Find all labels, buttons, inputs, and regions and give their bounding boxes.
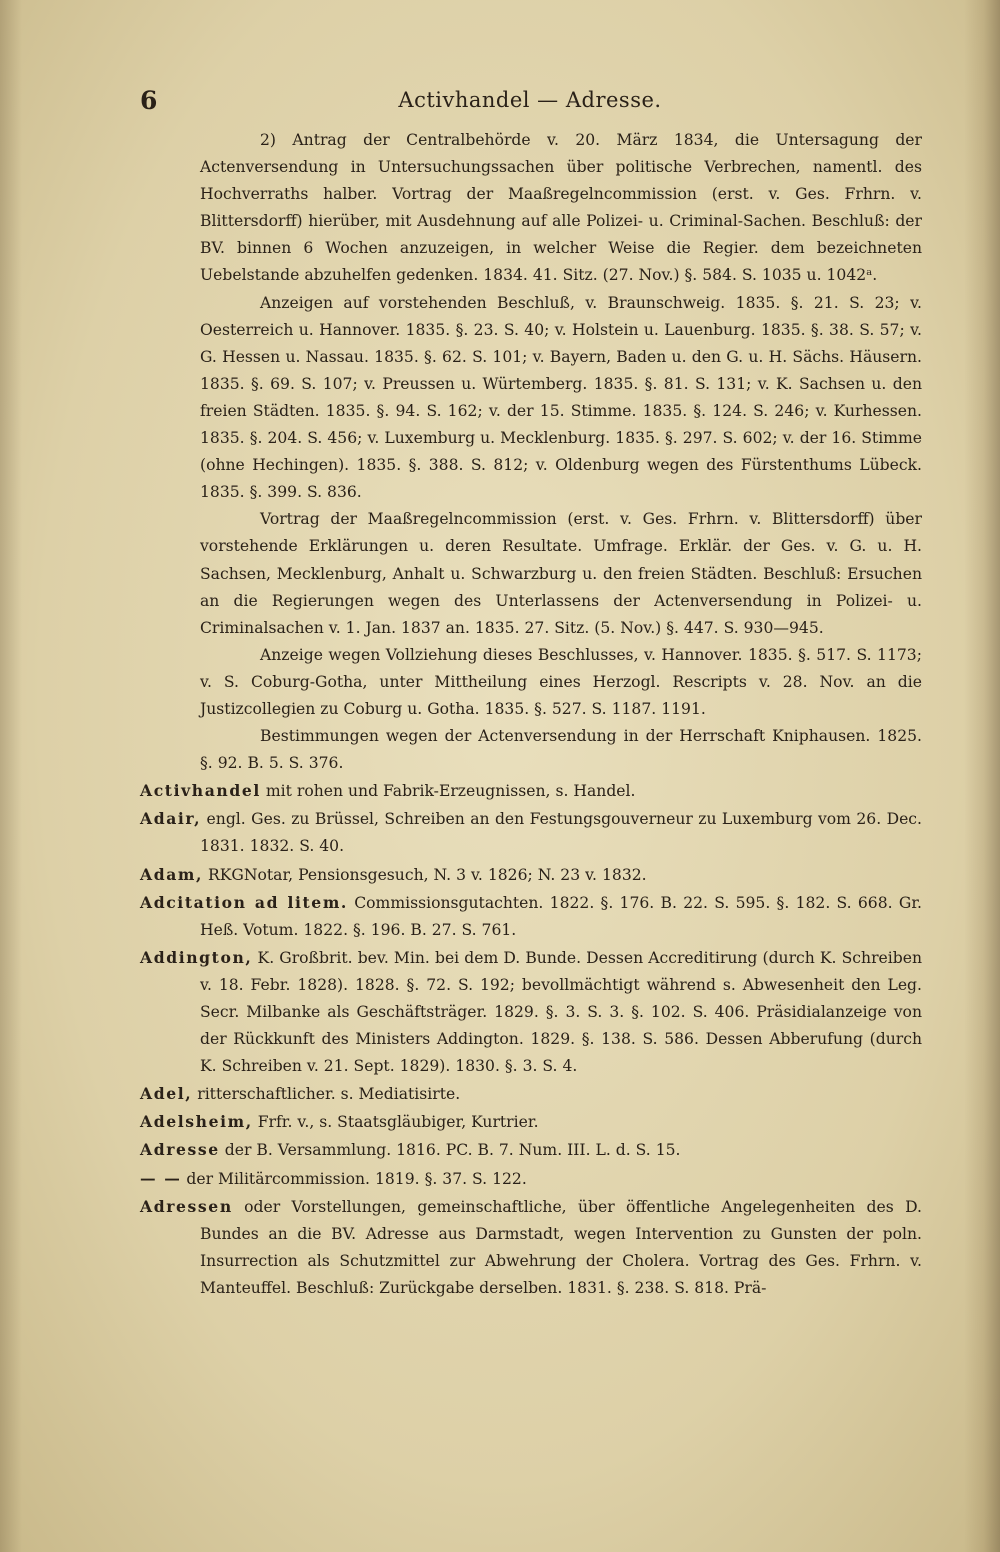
index-entry (140, 889, 922, 944)
page-shadow-right (964, 0, 1000, 1552)
entry-text: der Militärcommission. 1819. §. 37. S. 122. (181, 1169, 527, 1188)
entry-text: Commissionsgutachten. 1822. §. 176. B. 22. S. 595. §. 182. S. 668. Gr. Heß. Votum. 1822. §. 196. B. 27. S. 761. (200, 893, 923, 939)
entry-keyword: Adair, (140, 809, 202, 829)
entry-text: oder Vorstellungen, gemeinschaftliche, über öffentliche Angelegenheiten des D. Bundes an die BV. Adresse aus Darmstadt, wegen Intervention zu Gunsten der poln. Insurrection als Schutzmittel zur Abwehrung der Cholera. Vortrag des Ges. Frhrn. v. Manteuffel. Beschluß: Zurückgabe derselben. 1831. §. 238. S. 818. Prä- (200, 1197, 922, 1297)
paragraph: Anzeige wegen Vollziehung dieses Beschlusses, v. Hannover. 1835. §. 517. S. 1173; v. S. Coburg-Gotha, unter Mittheilung eines Herzogl. Rescripts v. 28. Nov. an die Justizcollegien zu Coburg u. Gotha. 1835. §. 527. S. 1187. 1191. (200, 645, 922, 718)
entry-text: Frfr. v., s. Staatsgläubiger, Kurtrier. (252, 1113, 539, 1132)
index-entry (140, 861, 922, 889)
running-head: Activhandel — Adresse. (398, 88, 662, 112)
index-entry (140, 805, 922, 860)
entry-keyword: Activhandel (140, 781, 261, 801)
paragraph: Bestimmungen wegen der Actenversendung in der Herrschaft Kniphausen. 1825. §. 92. B. 5. S. 376. (200, 727, 922, 773)
entry-keyword: — — (140, 1168, 182, 1188)
entry-keyword: Adel, (140, 1084, 193, 1104)
paragraph: Vortrag der Maaßregelncommission (erst. v. Ges. Frhrn. v. Blittersdorff) über vorstehende Erklärungen u. deren Resultate. Umfrage. Erklär. der Ges. v. G. u. H. Sachsen, Mecklenburg, Anhalt u. Schwarzburg u. den freien Städten. Beschluß: Ersuchen an die Regierungen wegen des Unterlassens der Actenversendung in Polizei- u. Criminalsachen v. 1. Jan. 1837 an. 1835. 27. Sitz. (5. Nov.) §. 447. S. 930—945. (200, 510, 922, 637)
entry-text: mit rohen und Fabrik-Erzeugnissen, s. Handel. (260, 782, 636, 801)
entry-text: RKGNotar, Pensionsgesuch, N. 3 v. 1826; N. 23 v. 1832. (203, 865, 647, 884)
index-entry (140, 1165, 922, 1193)
index-entry (140, 1108, 922, 1136)
entry-keyword: Adresse (140, 1140, 220, 1160)
index-entry (140, 1080, 922, 1108)
entry-keyword: Addington, (140, 947, 253, 967)
entry-text: K. Großbrit. bev. Min. bei dem D. Bunde. Dessen Accreditirung (durch K. Schreiben v. 18. Febr. 1828). 1828. §. 72. S. 192; bevollmächtigt während s. Abwesenheit den Leg. Secr. Milbanke als Geschäftsträger. 1829. §. 3. S. 3. §. 102. S. 406. Präsidialanzeige von der Rückkunft des Ministers Addington. 1829. §. 138. S. 586. Dessen Abberufung (durch K. Schreiben v. 21. Sept. 1829). 1830. §. 3. S. 4. (200, 948, 922, 1076)
index-entry (140, 777, 922, 805)
entry-text: engl. Ges. zu Brüssel, Schreiben an den Festungsgouverneur zu Luxemburg vom 26. Dec. 1831. 1832. S. 40. (200, 810, 922, 856)
entry-keyword: Adam, (140, 864, 204, 884)
page-header (140, 86, 920, 120)
index-entry (140, 944, 922, 1080)
entry-keyword: Adcitation ad litem. (140, 892, 348, 912)
sub-entry-block (140, 127, 922, 777)
entry-keyword: Adressen (140, 1196, 233, 1216)
entry-keyword: Adelsheim, (140, 1112, 253, 1132)
index-entry (140, 1136, 922, 1164)
paragraph: Anzeigen auf vorstehenden Beschluß, v. Braunschweig. 1835. §. 21. S. 23; v. Oesterreich u. Hannover. 1835. §. 23. S. 40; v. Holstein u. Lauenburg. 1835. §. 38. S. 57; v. G. Hessen u. Nassau. 1835. §. 62. S. 101; v. Bayern, Baden u. den G. u. H. Sächs. Häusern. 1835. §. 69. S. 107; v. Preussen u. Würtemberg. 1835. §. 81. S. 131; v. K. Sachsen u. den freien Städten. 1835. §. 94. S. 162; v. der 15. Stimme. 1835. §. 124. S. 246; v. Kurhessen. 1835. §. 204. S. 456; v. Luxemburg u. Mecklenburg. 1835. §. 297. S. 602; v. der 16. Stimme (ohne Hechingen). 1835. §. 388. S. 812; v. Oldenburg wegen des Fürstenthums Lübeck. 1835. §. 399. S. 836. (200, 293, 922, 502)
page-shadow-left (0, 0, 22, 1552)
entry-text: ritterschaftlicher. s. Mediatisirte. (192, 1085, 461, 1104)
page-number: 6 (140, 86, 158, 115)
entry-text: der B. Versammlung. 1816. PC. B. 7. Num. III. L. d. S. 15. (219, 1141, 681, 1160)
index-entry (140, 1193, 922, 1302)
paragraph: 2) Antrag der Centralbehörde v. 20. März 1834, die Untersagung der Actenversendung in Untersuchungssachen über politische Verbrechen, namentl. des Hochverraths halber. Vortrag der Maaßregelncommission (erst. v. Ges. Frhrn. v. Blittersdorff) hierüber, mit Ausdehnung auf alle Polizei- u. Criminal-Sachen. Beschluß: der BV. binnen 6 Wochen anzuzeigen, in welcher Weise die Regier. dem bezeichneten Uebelstande abzuhelfen gedenken. 1834. 41. Sitz. (27. Nov.) §. 584. S. 1035 u. 1042ᵃ. (200, 131, 922, 285)
page-body (140, 127, 922, 1302)
